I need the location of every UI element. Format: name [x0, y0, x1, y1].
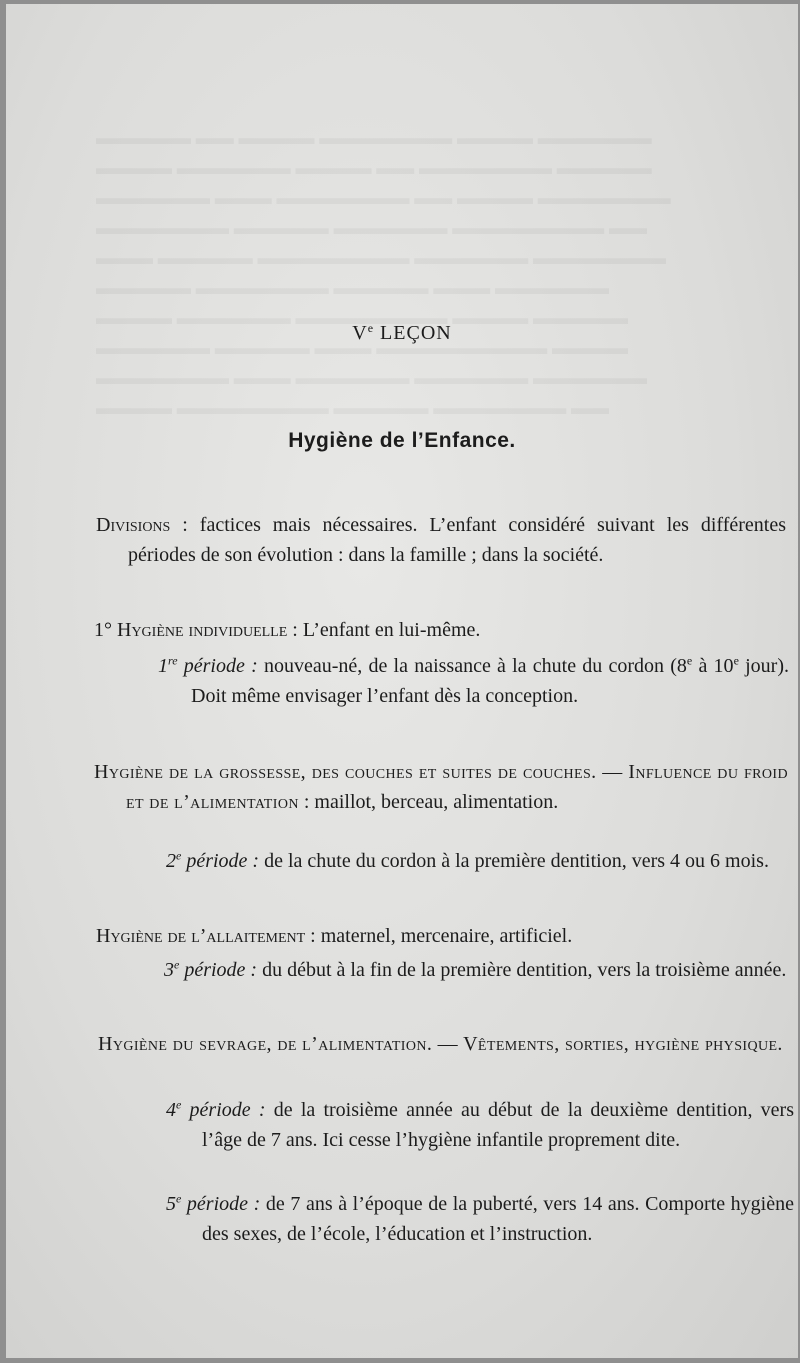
periode-1-sup-a: e: [686, 653, 693, 668]
periode-4-label: période :: [181, 1099, 266, 1121]
periode-4-ordinal-suffix: e: [176, 1097, 182, 1112]
paragraph-periode-5: [166, 1190, 794, 1249]
periode-3-ordinal: 3: [164, 959, 174, 981]
divisions-label: Divisions: [96, 514, 171, 536]
periode-1-label: période :: [177, 655, 258, 677]
section-text: : L’enfant en lui-même.: [287, 619, 481, 641]
section-label: Hygiène individuelle: [117, 619, 288, 641]
page: [6, 4, 798, 1358]
lesson-number-suffix: e: [367, 321, 375, 335]
grossesse-text: : maillot, berceau, alimentation.: [298, 790, 559, 813]
sevrage-label: Hygiène du sevrage, de l’alimentation. — Vêtements, sorties, hygiène physique.: [98, 1033, 783, 1055]
paragraph-periode-2: [166, 847, 786, 877]
paragraph-periode-1: [158, 652, 789, 711]
periode-1-sup-b: e: [733, 653, 739, 668]
lesson-number: V: [352, 322, 368, 344]
divisions-text: : factices mais nécessaires. L’enfant considéré suivant les différentes périodes de son évolution : dans la famille ; dans la société.: [128, 514, 786, 566]
periode-3-text: du début à la fin de la première dentition, vers la troisième année.: [257, 959, 787, 981]
periode-3-label: période :: [179, 959, 258, 981]
paragraph-periode-4: [166, 1096, 794, 1155]
periode-5-ordinal: 5: [166, 1193, 176, 1215]
periode-1-ordinal: 1: [158, 655, 168, 677]
section-hygiene-individuelle: [94, 616, 754, 646]
periode-1-ordinal-suffix: re: [168, 653, 178, 668]
lesson-word: LEÇON: [380, 322, 452, 344]
allaitement-label: Hygiène de l’allaitement: [96, 925, 306, 947]
periode-5-text: de 7 ans à l’époque de la puberté, vers 14 ans. Comporte hygiène des sexes, de l’école, l’éducation et l’instruction.: [202, 1193, 794, 1245]
paragraph-periode-3: [164, 956, 788, 986]
chapter-title: Hygiène de l’Enfance.: [288, 429, 516, 452]
periode-1-text-c: jour). Doit même envisager l’enfant dès la conception.: [191, 655, 789, 707]
paragraph-allaitement: [96, 922, 788, 952]
periode-1-text-b: à 10: [692, 655, 734, 677]
periode-2-text: de la chute du cordon à la première dentition, vers 4 ou 6 mois.: [259, 850, 769, 872]
periode-5-label: période :: [181, 1193, 261, 1215]
grossesse-label: Hygiène de la grossesse, des couches et suites de couches. — Influence du froid et de l’alimentation: [94, 761, 788, 813]
section-number: 1°: [94, 619, 117, 641]
paragraph-sevrage: [98, 1030, 788, 1060]
allaitement-text: : maternel, mercenaire, artificiel.: [305, 925, 573, 947]
periode-2-label: période :: [181, 850, 260, 872]
show-through-texture: [96, 124, 786, 424]
periode-3-ordinal-suffix: e: [174, 957, 180, 972]
periode-2-ordinal-suffix: e: [176, 848, 182, 863]
periode-2-ordinal: 2: [166, 850, 176, 872]
periode-4-ordinal: 4: [166, 1099, 176, 1121]
paragraph-divisions: [96, 511, 786, 570]
paragraph-grossesse: [94, 758, 788, 817]
periode-5-ordinal-suffix: e: [176, 1191, 182, 1206]
periode-4-text: de la troisième année au début de la deuxième dentition, vers l’âge de 7 ans. Ici cesse l’hygiène infantile proprement dite.: [202, 1099, 794, 1151]
lesson-heading: [6, 322, 798, 345]
periode-1-text-a: nouveau-né, de la naissance à la chute du cordon (8: [257, 655, 687, 677]
